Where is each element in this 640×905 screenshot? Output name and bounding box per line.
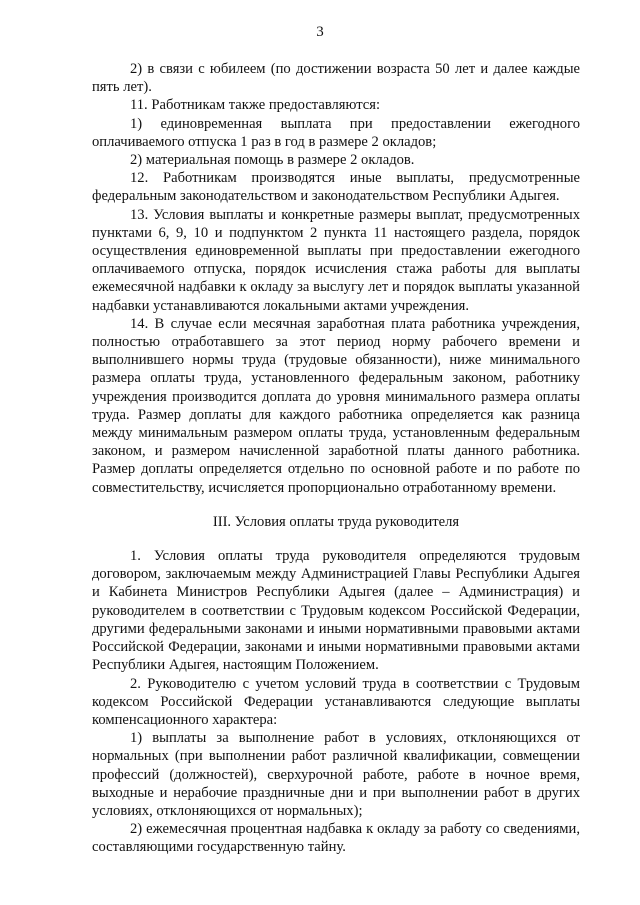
paragraph: 1) выплаты за выполнение работ в условиях, отклоняющихся от нормальных (при выполнении работ различной квалификации, совмещении профессий (должностей), сверхурочной работе, работе в ночное время, выходные и нерабочие праздничные дни и при выполнении работ в других условиях, отклоняющихся от нормальных); — [92, 730, 580, 819]
paragraph: 13. Условия выплаты и конкретные размеры выплат, предусмотренных пунктами 6, 9, 10 и подпунктом 2 пункта 11 настоящего раздела, порядок осуществления единовременной выплаты при предоставлении ежегодного оплачиваемого отпуска, порядок исчисления стажа работы для выплаты ежемесячной надбавки к окладу за выслугу лет и порядок выплаты указанной надбавки устанавливаются локальными актами учреждения. — [92, 206, 580, 314]
paragraph: 2) ежемесячная процентная надбавка к окладу за работу со сведениями, составляющими государственную тайну. — [92, 821, 580, 856]
paragraph: 2) материальная помощь в размере 2 окладов. — [130, 152, 415, 169]
paragraph: 14. В случае если месячная заработная плата работника учреждения, полностью отработавшего за этот период норму рабочего времени и выполнившего нормы труда (трудовые обязанности), ниже минимального размера оплаты труда, установленного федеральным законом, работнику учреждения производится доплата до уровня минимального размера оплаты труда. Размер доплаты для каждого работника определяется как разница между минимальным размером оплаты труда, установленным федеральным законом, и размером начисленной заработной платы данного работника. Размер доплаты определяется отдельно по основной работе и по работе по совместительству, исчисляется пропорционально отработанному времени. — [92, 315, 580, 496]
section-heading: III. Условия оплаты труда руководителя — [212, 513, 460, 530]
page-number: 3 — [316, 24, 324, 40]
document-body — [92, 60, 580, 857]
paragraph: 1. Условия оплаты труда руководителя определяются трудовым договором, заключаемым между Администрацией Главы Республики Адыгея и Кабинета Министров Республики Адыгея (далее – Администрация) и руководителем в соответствии с Трудовым кодексом Российской Федерации, другими федеральными законами и иными нормативными правовыми актами Российской Федерации, законами и иными нормативными правовыми актами Республики Адыгея, настоящим Положением. — [92, 548, 580, 674]
paragraph: 2. Руководителю с учетом условий труда в соответствии с Трудовым кодексом Российской Федерации устанавливаются следующие выплаты компенсационного характера: — [92, 675, 580, 728]
paragraph: 12. Работникам производятся иные выплаты, предусмотренные федеральным законодательством и законодательством Республики Адыгея. — [92, 170, 580, 205]
paragraph: 2) в связи с юбилеем (по достижении возраста 50 лет и далее каждые пять лет). — [92, 61, 580, 96]
paragraph: 11. Работникам также предоставляются: — [130, 97, 381, 114]
paragraph: 1) единовременная выплата при предоставлении ежегодного оплачиваемого отпуска 1 раз в год в размере 2 окладов; — [92, 115, 580, 150]
